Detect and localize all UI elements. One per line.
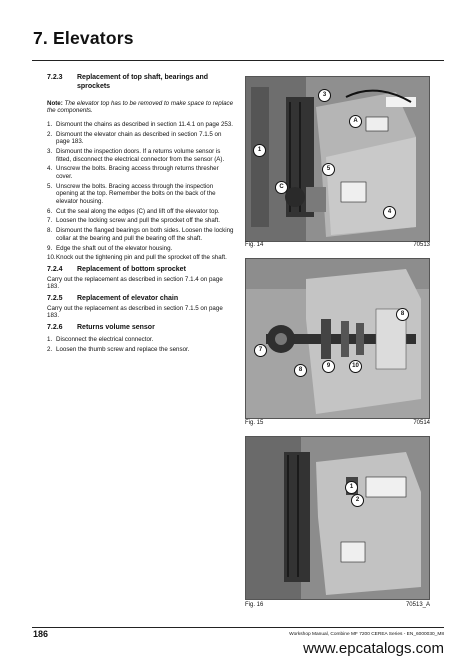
figure-code: 70513_A: [405, 602, 430, 608]
list-item: [47, 227, 235, 242]
step-number: 4.: [47, 165, 53, 173]
figure-15: [245, 258, 430, 432]
steps-list-7-2-3: [47, 121, 235, 262]
manual-reference: Workshop Manual, Combine MF 7200 CEREA Series - EN_6000030_M8: [289, 632, 444, 637]
figure-caption: [245, 420, 430, 426]
note-text: The elevator top has to be removed to make space to replace the components.: [47, 99, 234, 115]
figure-15-photo: [245, 258, 430, 419]
list-item: [47, 165, 235, 180]
callout-C: C: [275, 181, 288, 194]
list-item: [47, 217, 235, 225]
step-number: 6.: [47, 207, 53, 215]
step-number: 2.: [47, 345, 53, 353]
callout-A: A: [349, 115, 362, 128]
section-number: 7.2.4: [47, 265, 63, 273]
elevator-top-illustration: [246, 77, 430, 242]
figure-label: Fig. 16: [245, 602, 264, 608]
step-text: Knock out the tightening pin and pull the sprocket off the shaft.: [56, 254, 227, 262]
callout-3: 3: [318, 89, 331, 102]
list-item: [47, 183, 235, 206]
step-number: 5.: [47, 182, 53, 190]
list-item: [47, 208, 235, 216]
sensor-illustration: [246, 437, 430, 600]
callout-8-right: 8: [396, 308, 409, 321]
figure-code: 70513: [413, 242, 430, 248]
section-text: Carry out the replacement as described in section 7.1.5 on page 183.: [47, 304, 223, 320]
section-number: 7.2.5: [47, 294, 63, 302]
step-number: 3.: [47, 147, 53, 155]
figure-label: Fig. 14: [245, 242, 264, 248]
figure-16: [245, 436, 430, 611]
section-heading-7-2-6: [47, 324, 235, 333]
callout-5: 5: [322, 163, 335, 176]
step-text: Unscrew the bolts. Bracing access through returns thresher cover.: [56, 165, 219, 180]
note: [47, 100, 235, 115]
step-text: Dismount the flanged bearings on both sides. Loosen the locking collar at the bearing and pull the bearing off the shaft.: [56, 227, 234, 242]
section-title: Returns volume sensor: [77, 323, 155, 331]
step-text: Unscrew the bolts. Bracing access through the inspection opening at the top. Remember the bolts on the back of the elevator housing.: [56, 182, 216, 205]
list-item: [47, 121, 235, 129]
step-number: 1.: [47, 120, 53, 128]
steps-list-7-2-6: [47, 336, 235, 353]
section-number: 7.2.6: [47, 323, 63, 331]
callout-2: 2: [351, 494, 364, 507]
footer-divider: [32, 627, 444, 628]
step-text: Loosen the locking screw and pull the sprocket off the shaft.: [56, 217, 220, 225]
callout-7: 7: [254, 344, 267, 357]
step-text: Edge the shaft out of the elevator housing.: [56, 244, 173, 252]
figure-caption: [245, 242, 430, 248]
section-heading-7-2-3: [47, 74, 235, 92]
title-divider: [32, 60, 444, 61]
step-text: Cut the seal along the edges (C) and lift off the elevator top.: [56, 207, 220, 215]
list-item: [47, 346, 235, 354]
section-title: Replacement of elevator chain: [77, 294, 179, 302]
list-item: [47, 245, 235, 253]
text-column: [47, 70, 235, 355]
step-text: Disconnect the electrical connector.: [56, 335, 154, 343]
callout-1: 1: [253, 144, 266, 157]
list-item: [47, 336, 235, 344]
watermark: www.epcatalogs.com: [303, 640, 444, 657]
section-heading-7-2-4: [47, 266, 235, 275]
section-title: Replacement of bottom sprocket: [77, 265, 186, 273]
step-text: Dismount the chains as described in section 11.4.1 on page 253.: [56, 120, 234, 128]
list-item: [47, 131, 235, 146]
section-heading-7-2-5: [47, 295, 235, 304]
list-item: [47, 254, 235, 262]
figure-caption: [245, 602, 430, 608]
callout-8: 8: [294, 364, 307, 377]
section-number: 7.2.3: [47, 74, 63, 81]
figure-14: [245, 76, 430, 254]
figure-16-photo: [245, 436, 430, 600]
callout-10: 10: [349, 360, 362, 373]
step-number: 2.: [47, 130, 53, 138]
figure-code: 70514: [413, 420, 430, 426]
step-number: 8.: [47, 227, 53, 235]
shaft-assembly-illustration: [246, 259, 430, 419]
step-text: Dismount the inspection doors. If a returns volume sensor is fitted, disconnect the electrical connector from the sensor (A).: [56, 147, 225, 163]
note-label: Note:: [47, 99, 63, 107]
callout-9: 9: [322, 360, 335, 373]
chapter-title: 7. Elevators: [33, 28, 134, 48]
section-text: Carry out the replacement as described in section 7.1.4 on page 183.: [47, 275, 223, 291]
figure-14-photo: [245, 76, 430, 242]
callout-1: 1: [345, 481, 358, 494]
step-text: Dismount the elevator chain as described in section 7.1.5 on page 183.: [56, 130, 222, 146]
step-number: 9.: [47, 244, 53, 252]
step-number: 1.: [47, 335, 53, 343]
step-text: Loosen the thumb screw and replace the sensor.: [56, 345, 190, 353]
section-title: Replacement of top shaft, bearings and sprockets: [77, 74, 209, 90]
page-number: 186: [33, 629, 49, 639]
step-number: 7.: [47, 217, 53, 225]
step-number: 10.: [47, 254, 56, 262]
figure-label: Fig. 15: [245, 420, 264, 426]
callout-4: 4: [383, 206, 396, 219]
list-item: [47, 148, 235, 163]
